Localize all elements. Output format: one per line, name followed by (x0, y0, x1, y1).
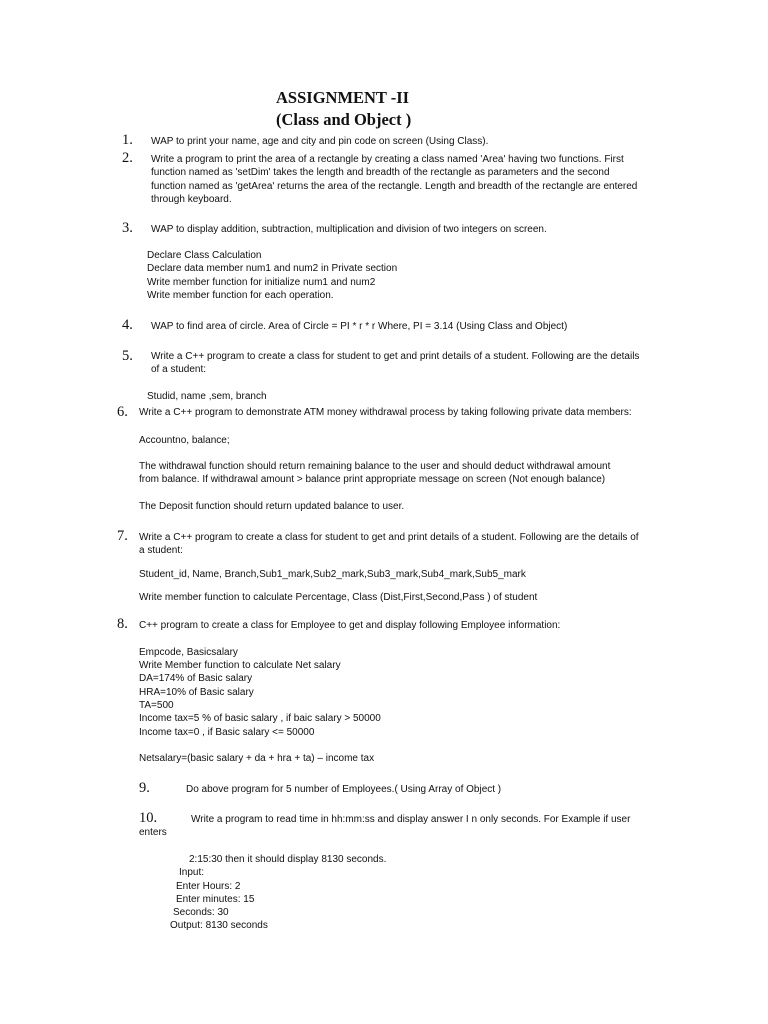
question-2-line-4: through keyboard. (151, 194, 232, 205)
question-1-text: WAP to print your name, age and city and pin code on screen (Using Class). (151, 136, 489, 147)
question-3-text: WAP to display addition, subtraction, multiplication and division of two integers on screen. (151, 224, 547, 235)
question-5-line-1: Write a C++ program to create a class for student to get and print details of a student. Following are the details (151, 351, 640, 362)
question-number-7: 7. (117, 528, 128, 544)
question-number-10: 10. (139, 810, 158, 826)
question-number-6: 6. (117, 404, 128, 420)
question-8-line-6: TA=500 (139, 700, 174, 711)
question-7-line-2: a student: (139, 545, 183, 556)
question-3-detail-1: Declare Class Calculation (147, 250, 262, 261)
question-3-detail-4: Write member function for each operation. (147, 290, 334, 301)
question-10-line-7: Seconds: 30 (173, 907, 229, 918)
question-8-line-1: C++ program to create a class for Employee to get and display following Employee information: (139, 620, 561, 631)
question-number-3: 3. (122, 220, 133, 236)
question-number-5: 5. (122, 348, 133, 364)
question-number-8: 8. (117, 616, 128, 632)
question-8-line-3: Write Member function to calculate Net salary (139, 660, 341, 671)
question-5-line-3: Studid, name ,sem, branch (147, 391, 267, 402)
question-3-detail-2: Declare data member num1 and num2 in Private section (147, 263, 398, 274)
question-10-line-1: Write a program to read time in hh:mm:ss and display answer I n only seconds. For Example if user (191, 814, 631, 825)
question-2-line-3: function named as 'getArea' returns the area of the rectangle. Length and breadth of the rectangle are entered (151, 181, 638, 192)
question-6-line-5: The Deposit function should return updated balance to user. (139, 501, 405, 512)
question-8-line-7: Income tax=5 % of basic salary , if baic salary > 50000 (139, 713, 381, 724)
question-6-line-3: The withdrawal function should return remaining balance to the user and should deduct withdrawal amount (139, 461, 611, 472)
question-10-line-4: Input: (179, 867, 205, 878)
question-7-line-4: Write member function to calculate Percentage, Class (Dist,First,Second,Pass ) of student (139, 592, 538, 603)
question-8-line-8: Income tax=0 , if Basic salary <= 50000 (139, 727, 315, 738)
question-8-line-4: DA=174% of Basic salary (139, 673, 253, 684)
question-7-line-3: Student_id, Name, Branch,Sub1_mark,Sub2_mark,Sub3_mark,Sub4_mark,Sub5_mark (139, 569, 526, 580)
question-number-4: 4. (122, 317, 133, 333)
question-10-line-8: Output: 8130 seconds (170, 920, 268, 931)
question-7-line-1: Write a C++ program to create a class for student to get and print details of a student. Following are the details of (139, 532, 639, 543)
question-number-1: 1. (122, 132, 133, 148)
question-10-line-5: Enter Hours: 2 (176, 881, 241, 892)
page-subtitle: (Class and Object ) (276, 110, 412, 129)
question-3-detail-3: Write member function for initialize num1 and num2 (147, 277, 376, 288)
question-10-line-6: Enter minutes: 15 (176, 894, 255, 905)
question-6-line-4: from balance. If withdrawal amount > balance print appropriate message on screen (Not enough balance) (139, 474, 606, 485)
question-4-text: WAP to find area of circle. Area of Circle = PI * r * r Where, PI = 3.14 (Using Class and Object) (151, 321, 568, 332)
question-number-9: 9. (139, 780, 150, 796)
question-2-line-1: Write a program to print the area of a rectangle by creating a class named 'Area' having two functions. First (151, 154, 624, 165)
question-8-line-2: Empcode, Basicsalary (139, 647, 238, 658)
question-number-2: 2. (122, 150, 133, 166)
question-8-line-5: HRA=10% of Basic salary (139, 687, 254, 698)
question-9-text: Do above program for 5 number of Employees.( Using Array of Object ) (186, 784, 502, 795)
question-6-line-1: Write a C++ program to demonstrate ATM money withdrawal process by taking following private data members: (139, 407, 632, 418)
question-6-line-2: Accountno, balance; (139, 435, 230, 446)
question-5-line-2: of a student: (151, 364, 207, 375)
question-8-line-9: Netsalary=(basic salary + da + hra + ta) – income tax (139, 753, 375, 764)
question-2-line-2: function named as 'setDim' takes the length and breadth of the rectangle as parameters and the second (151, 167, 610, 178)
page-title: ASSIGNMENT -II (276, 88, 410, 107)
question-10-line-2: enters (139, 827, 167, 838)
question-10-line-3: 2:15:30 then it should display 8130 seconds. (189, 854, 387, 865)
